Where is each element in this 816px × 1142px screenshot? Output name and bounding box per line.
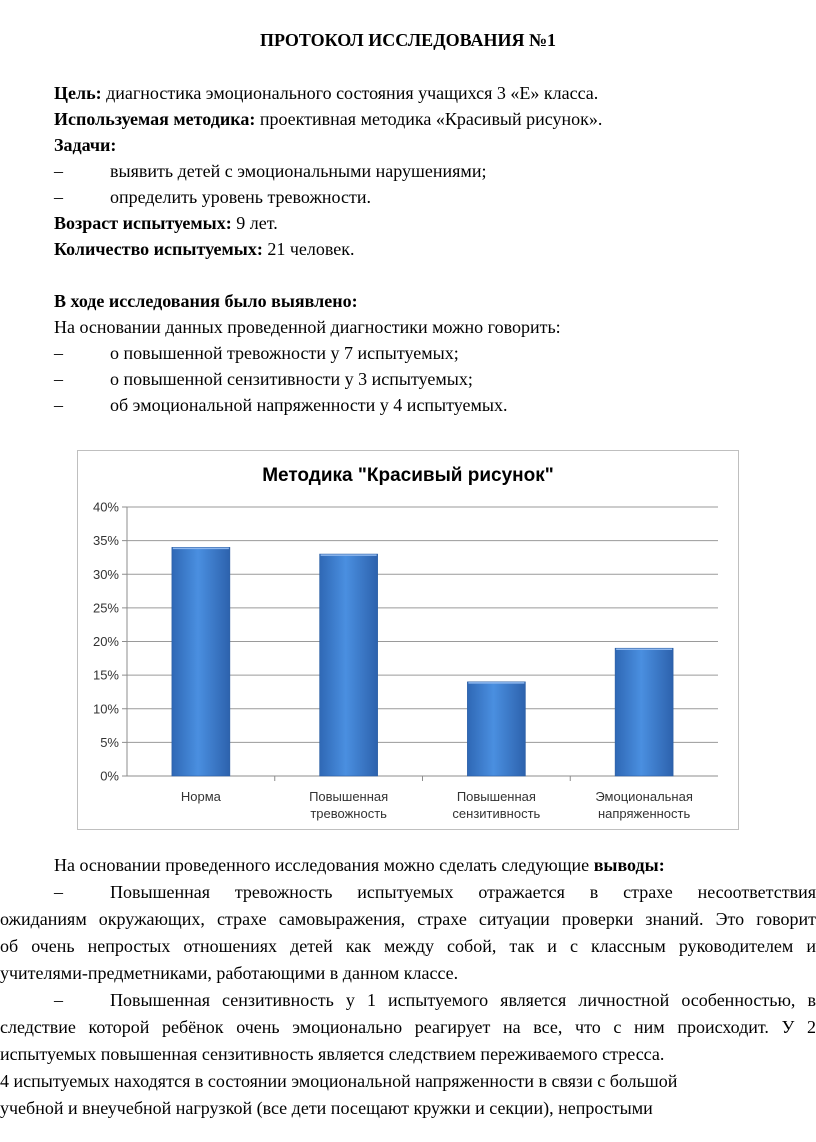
dash-bullet: – [54, 187, 63, 207]
finding-item [54, 340, 794, 366]
dash-bullet: – [54, 343, 63, 363]
age-line [54, 210, 794, 236]
finding-item [54, 392, 794, 418]
dash-bullet: – [54, 990, 63, 1010]
chart-frame [77, 450, 739, 830]
conclusion-p1-line4: учителями-предметниками, работающими в данном классе. [0, 963, 459, 983]
bars [172, 547, 673, 776]
count-text: 21 человек. [262, 239, 355, 259]
dash-bullet: – [54, 395, 63, 415]
y-tick-label: 35% [92, 533, 119, 549]
conclusions-section [0, 852, 816, 1122]
count-label: Количество испытуемых: [54, 239, 263, 259]
y-tick-label: 15% [92, 667, 119, 683]
conclusion-p1-line3: об очень непростых отношениях детей как между собой, так и с классным руководителем и [0, 936, 816, 956]
bar [172, 547, 230, 776]
x-tick-label: Повышенная [309, 789, 389, 804]
findings-intro: На основании данных проведенной диагностики можно говорить: [54, 317, 561, 337]
conclusions-intro-bold: выводы: [593, 855, 665, 875]
x-tick-label: тревожность [310, 806, 387, 821]
y-tick-label: 10% [92, 701, 119, 717]
finding-text: о повышенной тревожности у 7 испытуемых; [110, 343, 459, 363]
y-tick-label: 40% [92, 499, 119, 515]
count-line [54, 236, 794, 262]
y-tick-label: 20% [92, 634, 119, 649]
conclusion-p2-line2: следствие которой ребёнок очень эмоционально реагирует на все, что с ним происходит. У 2 [0, 1017, 816, 1037]
finding-text: об эмоциональной напряженности у 4 испытуемых. [110, 395, 508, 415]
y-tick-label: 5% [100, 734, 119, 750]
y-tick-label: 0% [100, 768, 119, 784]
method-text: проективная методика «Красивый рисунок». [255, 109, 603, 129]
dash-bullet: – [54, 369, 63, 389]
age-label: Возраст испытуемых: [54, 213, 232, 233]
conclusion-text: Повышенная тревожность испытуемых отражается в страхе несоответствия [110, 882, 816, 902]
bar [320, 554, 378, 776]
method-line [54, 106, 794, 132]
y-tick-label: 30% [92, 566, 119, 582]
age-text: 9 лет. [231, 213, 278, 233]
conclusion-p1-line1 [0, 879, 816, 906]
x-tick-label: сензитивность [452, 806, 541, 821]
x-tick-label: Норма [180, 789, 221, 804]
goal-label: Цель: [54, 83, 102, 103]
finding-text: о повышенной сензитивности у 3 испытуемых; [110, 369, 473, 389]
bar-chart [78, 451, 738, 829]
conclusions-intro [0, 852, 816, 879]
x-tick-label: Эмоциональная [595, 789, 693, 804]
task-text: выявить детей с эмоциональными нарушениями; [110, 161, 487, 181]
dash-bullet: – [54, 161, 63, 181]
task-item [54, 158, 794, 184]
task-item [54, 184, 794, 210]
findings-label: В ходе исследования было выявлено: [54, 291, 358, 311]
page-title: ПРОТОКОЛ ИССЛЕДОВАНИЯ №1 [259, 30, 557, 50]
conclusion-p2-line1 [0, 987, 816, 1014]
y-tick-label: 25% [92, 600, 119, 616]
goal-line [54, 80, 794, 106]
x-tick-label: напряженность [597, 806, 691, 821]
conclusions-intro-text: На основании проведенного исследования можно сделать следующие [54, 855, 594, 875]
findings-section [54, 288, 794, 418]
x-tick-label: Повышенная [456, 789, 536, 804]
tasks-label: Задачи: [54, 135, 117, 155]
bar [615, 648, 673, 776]
conclusion-p3-line2: учебной и внеучебной нагрузкой (все дети посещают кружки и секции), непростыми [0, 1098, 653, 1118]
tasks-label-line [54, 132, 794, 158]
chart-title: Методика "Красивый рисунок" [262, 465, 554, 486]
x-axis-labels [181, 789, 693, 821]
conclusion-p3-line1: 4 испытуемых находятся в состоянии эмоциональной напряженности в связи с большой [0, 1071, 678, 1091]
bar [467, 682, 525, 776]
conclusion-p1-line2: ожиданиям окружающих, страхе самовыражения, страхе ситуации проверки знаний. Это говорит [0, 909, 816, 929]
task-text: определить уровень тревожности. [110, 187, 371, 207]
findings-label-line [54, 288, 794, 314]
conclusion-p2-line3: испытуемых повышенная сензитивность является следствием переживаемого стресса. [0, 1044, 665, 1064]
protocol-info [54, 80, 794, 262]
goal-text: диагностика эмоционального состояния учащихся 3 «Е» класса. [101, 83, 599, 103]
conclusion-text: Повышенная сензитивность у 1 испытуемого является личностной особенностью, в [110, 990, 816, 1010]
method-label: Используемая методика: [54, 109, 256, 129]
finding-item [54, 366, 794, 392]
dash-bullet: – [54, 882, 63, 902]
